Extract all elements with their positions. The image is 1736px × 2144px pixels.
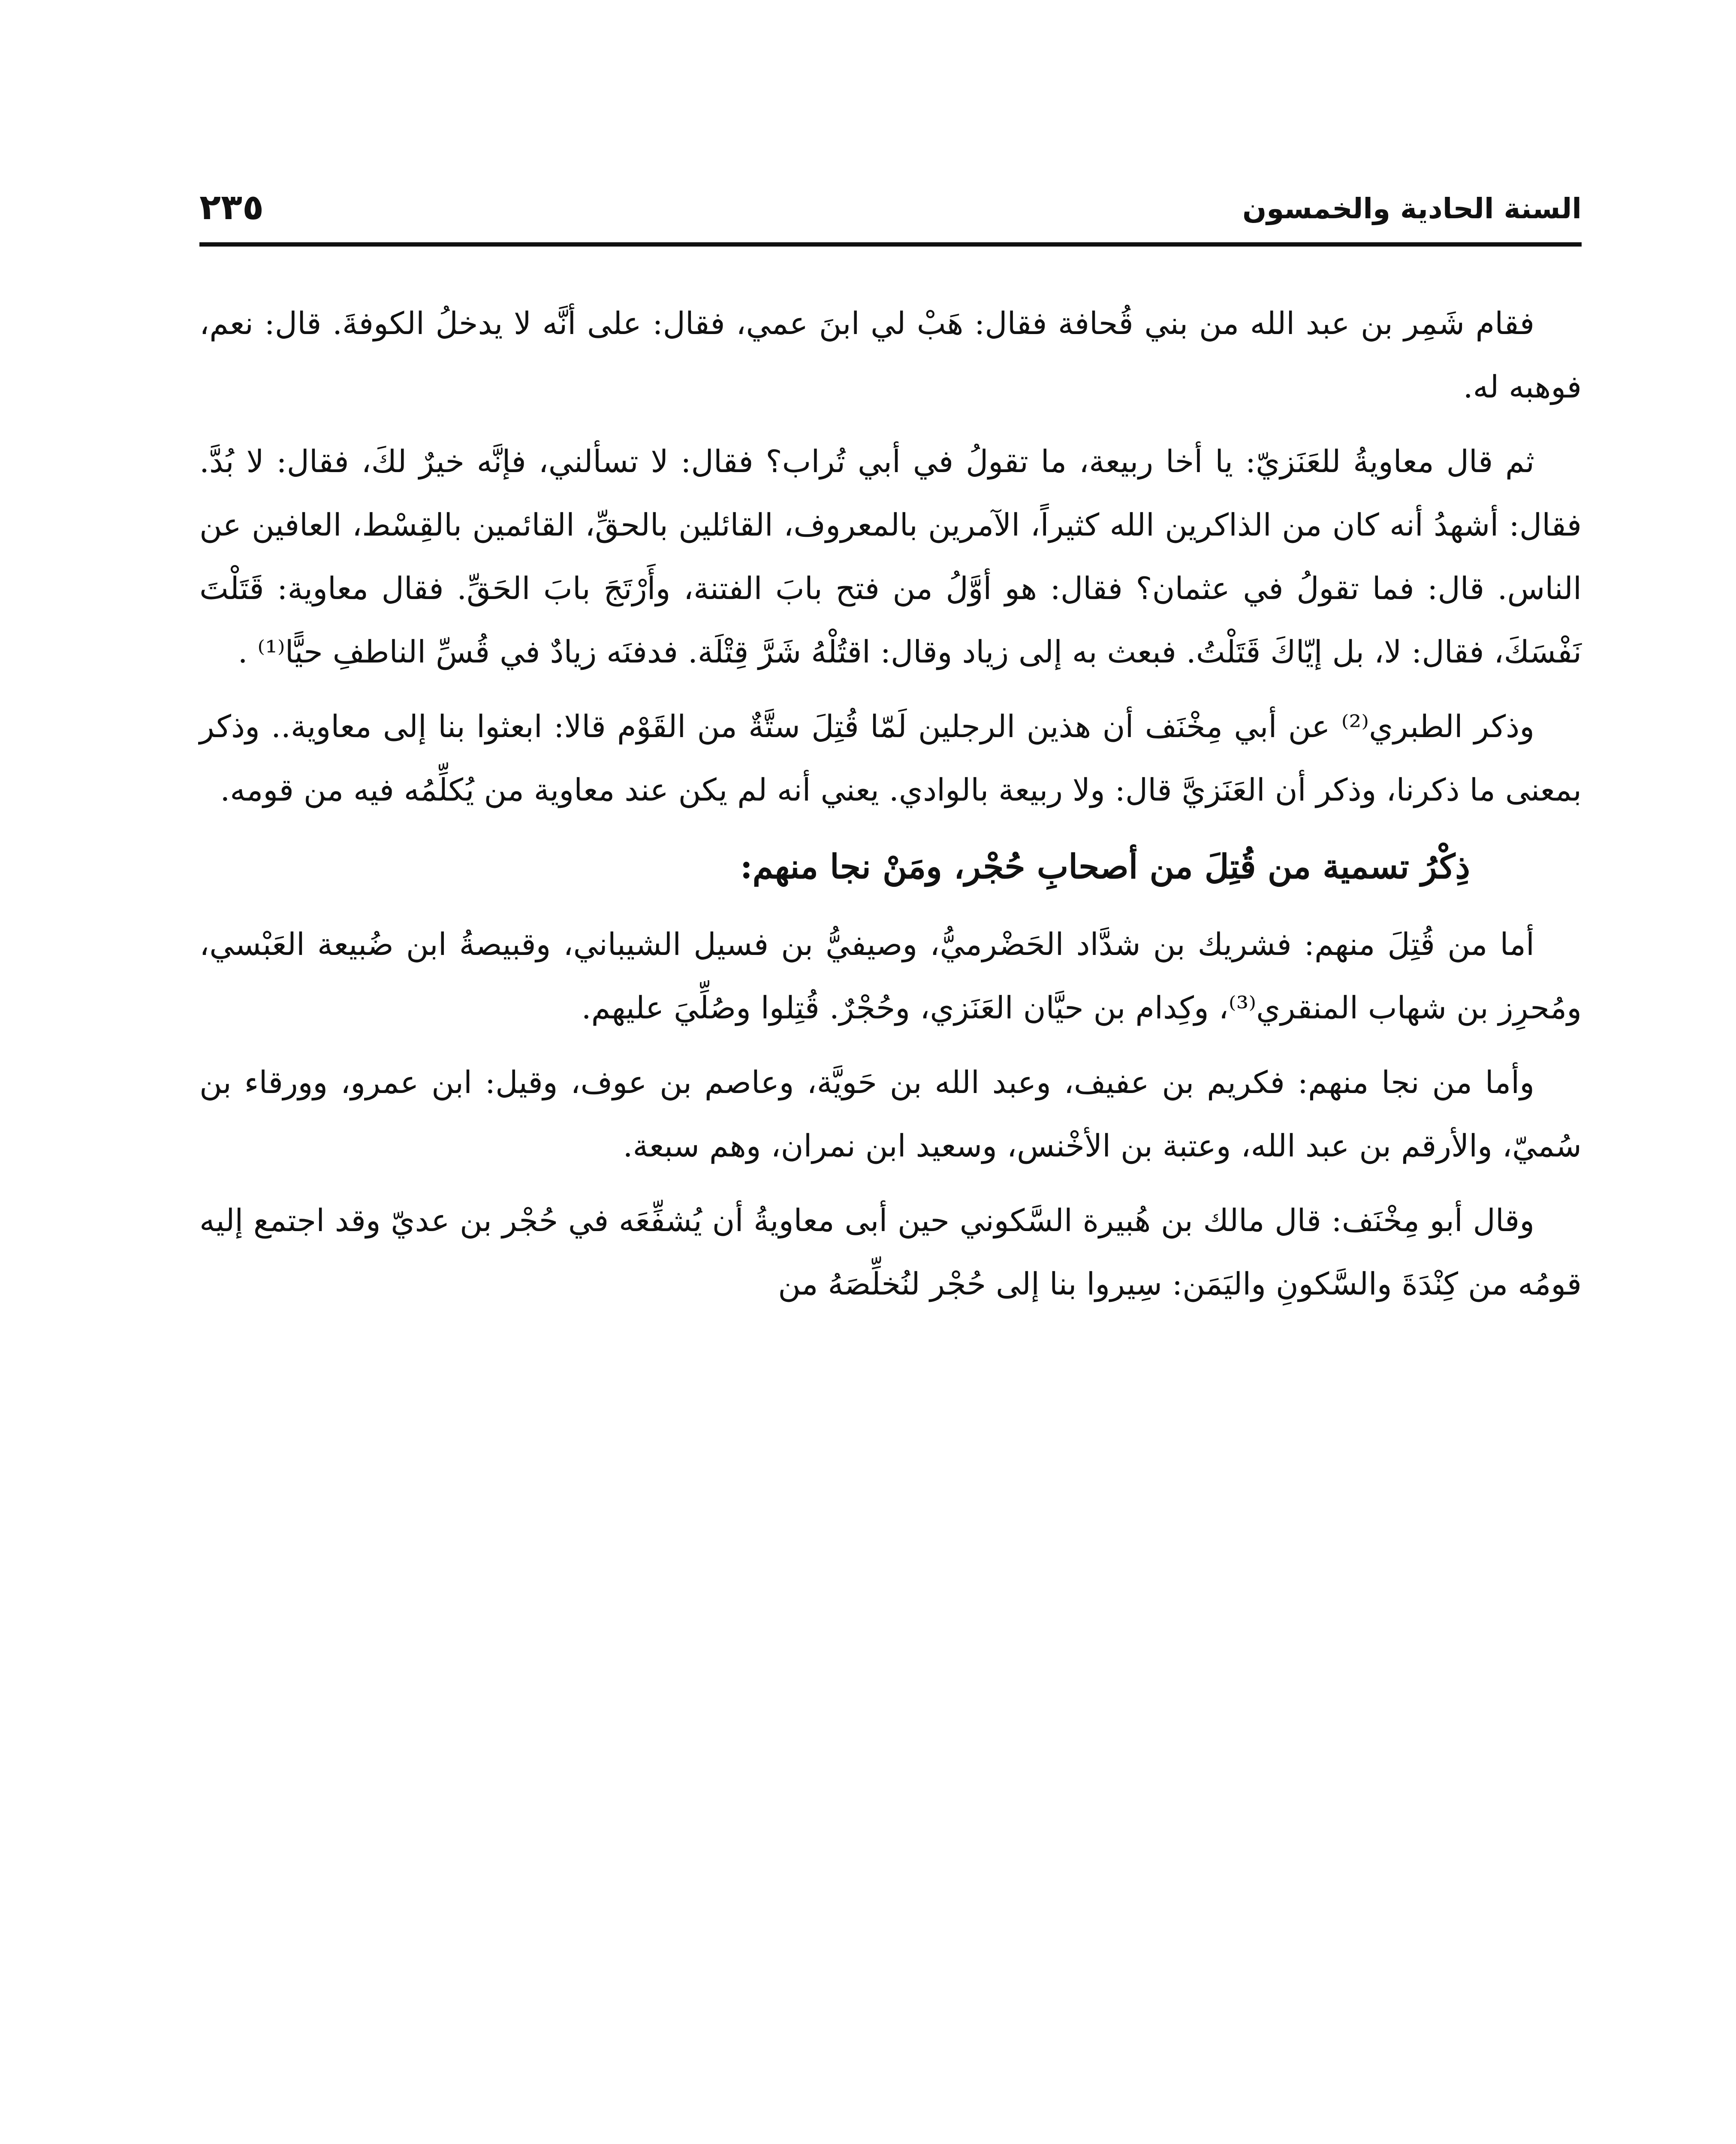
paragraph-4: أما من قُتِلَ منهم: فشريك بن شدَّاد الحَضْرميُّ، وصيفيُّ بن فسيل الشيباني، وقبيصةُ ابن ضُبيعة العَبْسي، ومُحرِز بن شهاب المنقري⁽³⁾، وكِدام بن حيَّان العَنَزي، وحُجْرٌ. قُتِلوا وصُلِّيَ عليهم. [199,926,1582,1026]
section-heading: ذِكْرُ تسمية من قُتِلَ من أصحابِ حُجْر، ومَنْ نجا منهم: [740,847,1470,886]
paragraph-6: وقال أبو مِخْنَف: قال مالك بن هُبيرة السَّكوني حين أبى معاويةُ أن يُشفِّعَه في حُجْر بن عديّ وقد اجتمع إليه قومُه من كِنْدَةَ والسَّكونِ واليَمَن: سِيروا بنا إلى حُجْر لنُخلِّصَهُ من [199,1202,1582,1302]
paragraph-5: وأما من نجا منهم: فكريم بن عفيف، وعبد الله بن حَويَّة، وعاصم بن عوف، وقيل: ابن عمرو، وورقاء بن سُميّ، والأرقم بن عبد الله، وعتبة بن الأخْنس، وسعيد ابن نمران، وهم سبعة. [199,1064,1582,1164]
main-text [199,292,1582,1327]
header-rule [199,242,1582,247]
page-number: ٢٣٥ [199,187,264,228]
paragraph-2: ثم قال معاويةُ للعَنَزيّ: يا أخا ربيعة، ما تقولُ في أبي تُراب؟ فقال: لا تسألني، فإنَّه خيرٌ لكَ، فقال: لا بُدَّ. فقال: أشهدُ أنه كان من الذاكرين الله كثيراً، الآمرين بالمعروف، القائلين بالحقِّ، القائمين بالقِسْط، العافين عن الناس. قال: فما تقولُ في عثمان؟ فقال: هو أوَّلُ من فتح بابَ الفتنة، وأَرْتَجَ بابَ الحَقِّ. فقال معاوية: قَتَلْتَ نَفْسَكَ، فقال: لا، بل إيّاكَ قَتَلْتُ. فبعث به إلى زياد وقال: اقتُلْهُ شَرَّ قِتْلَة. فدفنَه زيادٌ في قُسِّ الناطفِ حيًّا⁽¹⁾ . [199,443,1582,670]
paragraph-3: وذكر الطبري⁽²⁾ عن أبي مِخْنَف أن هذين الرجلين لَمّا قُتِلَ ستَّةٌ من القَوْم قالا: ابعثوا بنا إلى معاوية.. وذكر بمعنى ما ذكرنا، وذكر أن العَنَزيَّ قال: ولا ربيعة بالوادي. يعني أنه لم يكن عند معاوية من يُكلِّمُه فيه من قومه. [199,708,1582,808]
page-header [199,169,1582,234]
paragraph-1: فقام شَمِر بن عبد الله من بني قُحافة فقال: هَبْ لي ابنَ عمي، فقال: على أنَّه لا يدخلُ الكوفةَ. قال: نعم، فوهبه له. [199,305,1582,405]
running-title: السنة الحادية والخمسون [1242,192,1582,225]
